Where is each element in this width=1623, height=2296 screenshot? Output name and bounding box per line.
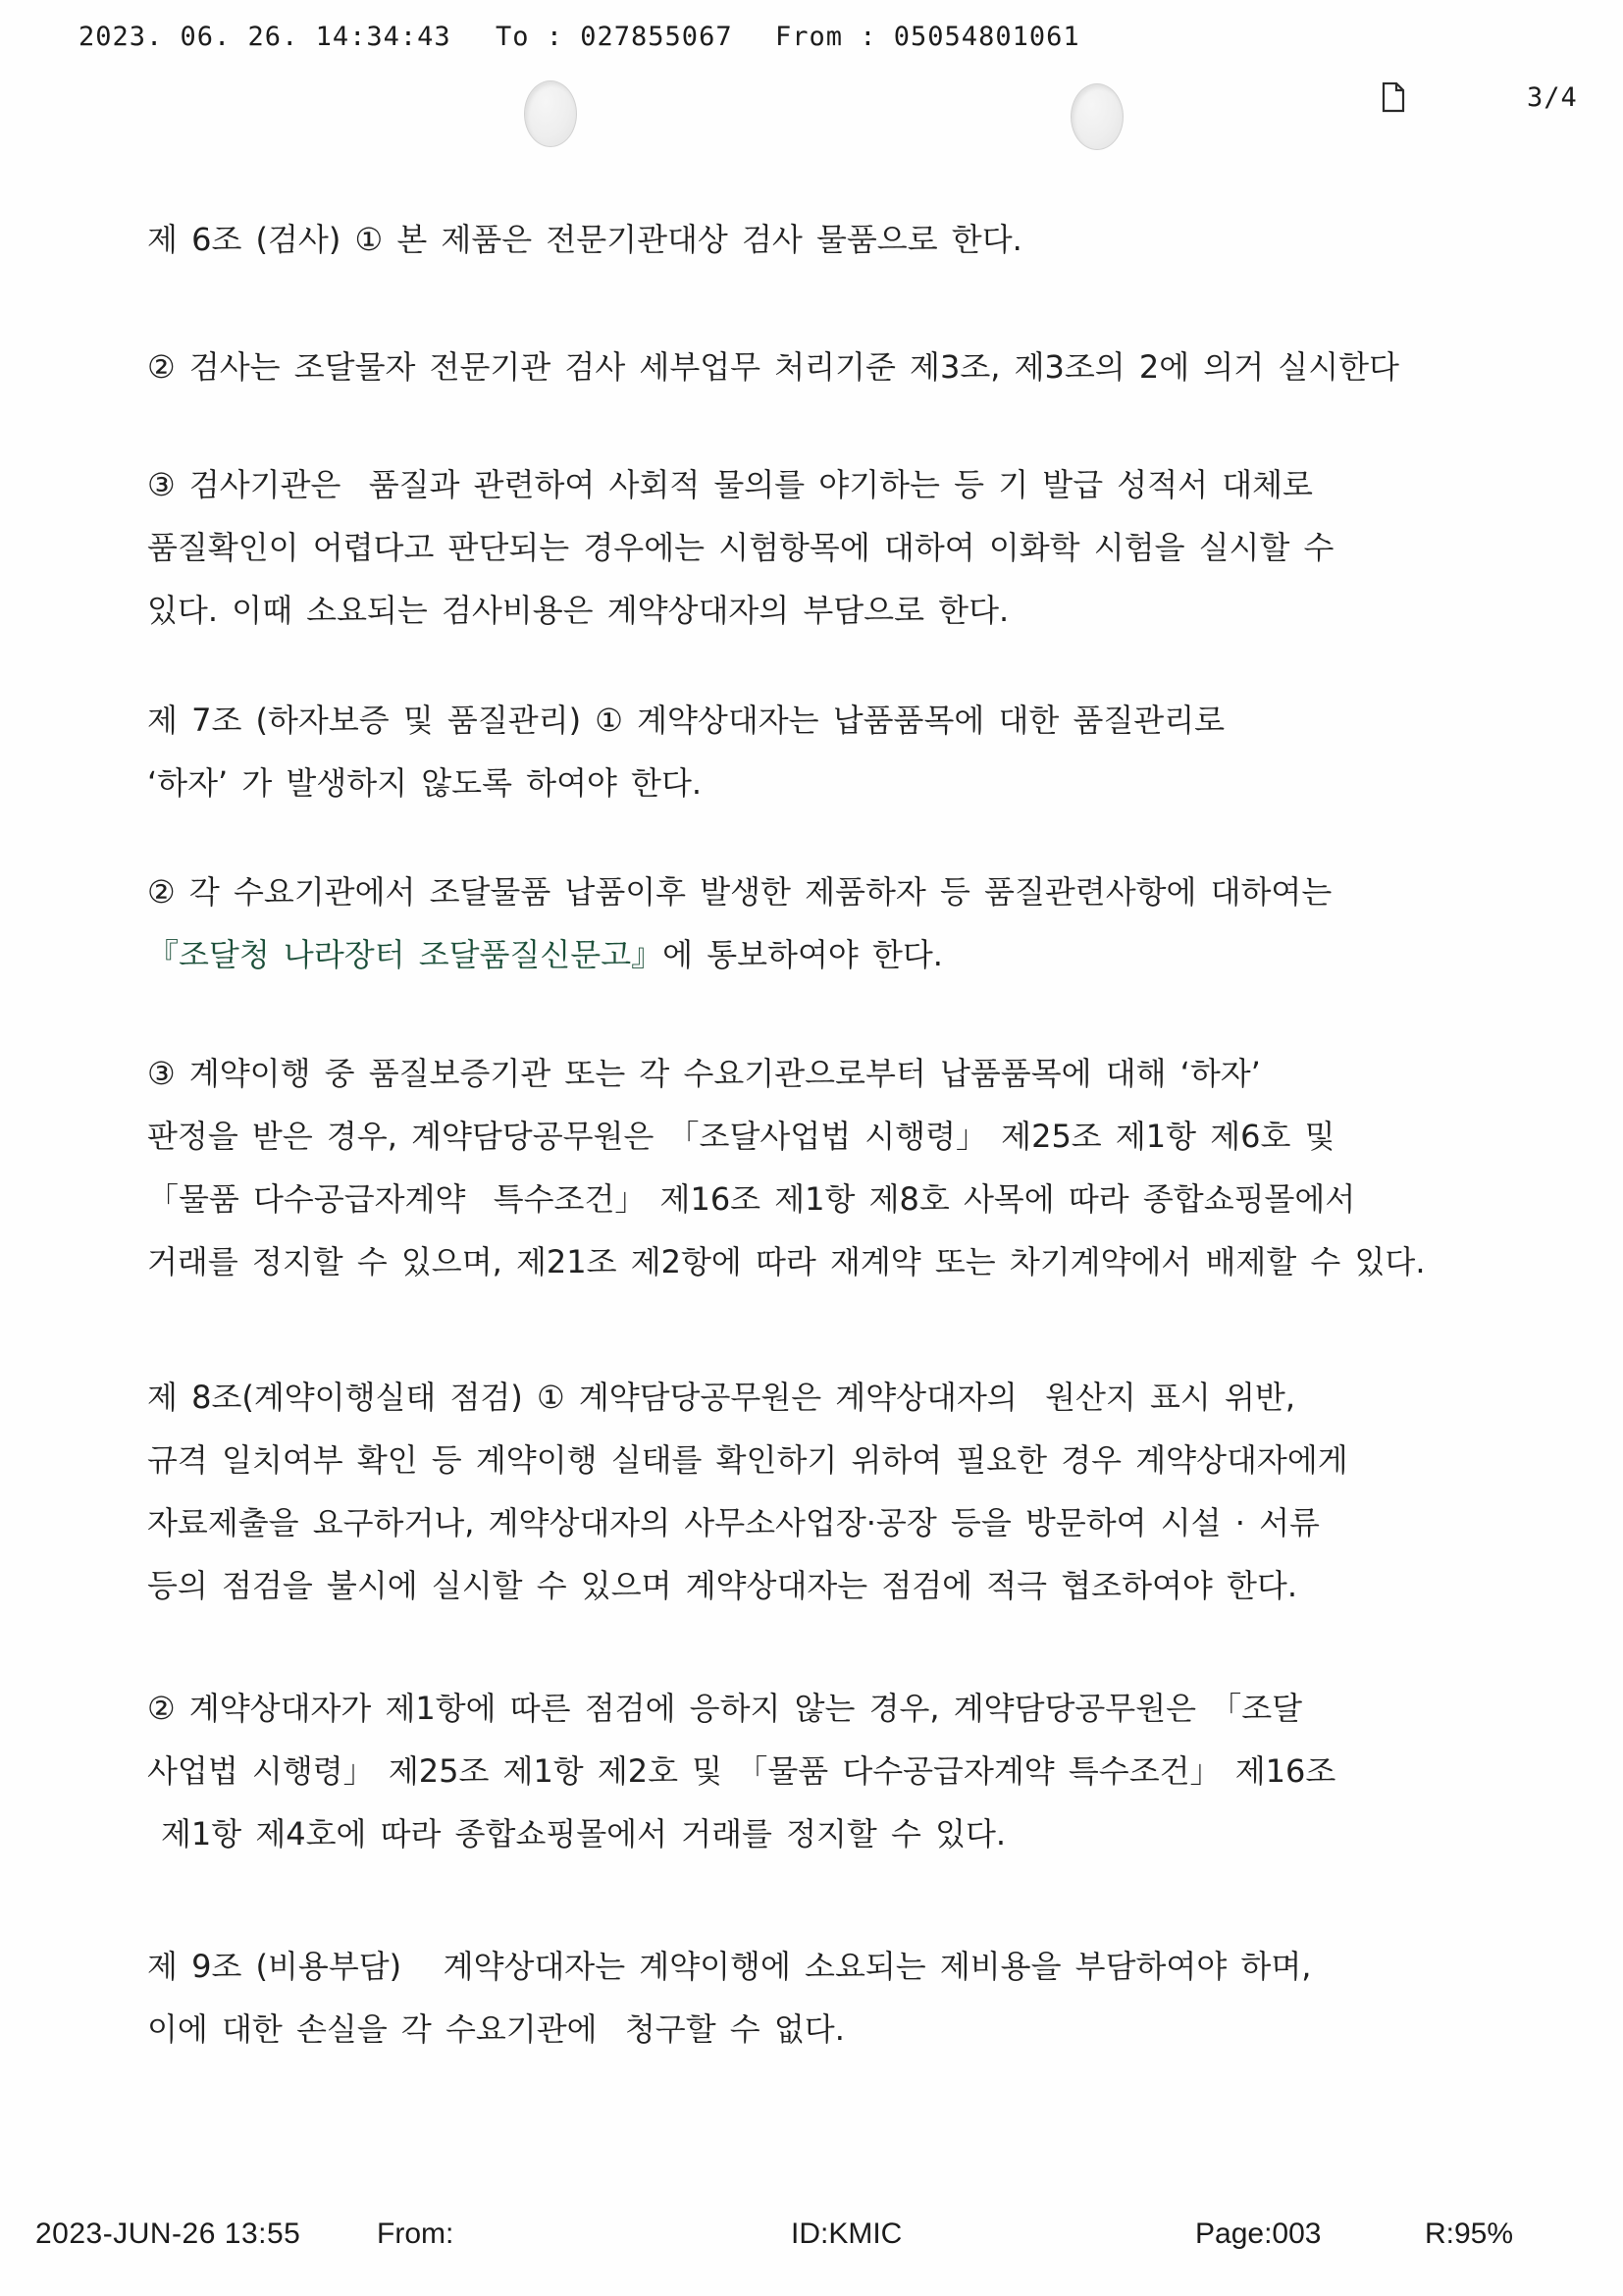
clause-line: 거래를 정지할 수 있으며, 제21조 제2항에 따라 재계약 또는 차기계약에서 배제할 수 있다. <box>147 1243 1426 1280</box>
clause-line: 규격 일치여부 확인 등 계약이행 실태를 확인하기 위하여 필요한 경우 계약상대자에게 <box>147 1441 1348 1479</box>
clause-line: ③ 계약이행 중 품질보증기관 또는 각 수요기관으로부터 납품품목에 대해 ‘하자’ <box>147 1055 1261 1092</box>
clause-line-quality-notice <box>147 923 1472 986</box>
clause-line: 제 9조 (비용부담) 계약상대자는 계약이행에 소요되는 제비용을 부담하여야 하며, <box>147 1948 1312 1985</box>
footer-page-number: Page:003 <box>1195 2218 1322 2250</box>
clause-line: 자료제출을 요구하거나, 계약상대자의 사무소사업장·공장 등을 방문하여 시설 · 서류 <box>147 1504 1320 1541</box>
punch-hole-right <box>1071 83 1124 150</box>
clause-line: 제 7조 (하자보증 및 품질관리) ① 계약상대자는 납품품목에 대한 품질관리로 <box>147 702 1226 739</box>
clause-line: 사업법 시행령」 제25조 제1항 제2호 및 「물품 다수공급자계약 특수조건」 제16조 <box>147 1752 1336 1790</box>
clause-article-6-item-3 <box>147 453 1472 642</box>
clause-line: ② 검사는 조달물자 전문기관 검사 세부업무 처리기준 제3조, 제3조의 2에 의거 실시한다 <box>147 348 1399 386</box>
page-icon <box>1382 22 1517 174</box>
clause-line: 있다. 이때 소요되는 검사비용은 계약상대자의 부담으로 한다. <box>147 592 1010 629</box>
fax-footer <box>0 2218 1623 2257</box>
clause-article-8-item-2 <box>147 1677 1472 1865</box>
header-to-number: To : 027855067 <box>496 22 733 52</box>
clause-line: 이에 대한 손실을 각 수요기관에 청구할 수 없다. <box>147 2010 845 2048</box>
footer-resolution: R:95% <box>1425 2218 1514 2250</box>
clause-line: 제 6조 (검사) ① 본 제품은 전문기관대상 검사 물품으로 한다. <box>147 221 1022 258</box>
clause-line: 제1항 제4호에 따라 종합쇼핑몰에서 거래를 정지할 수 있다. <box>161 1815 1007 1852</box>
clause-line: 「물품 다수공급자계약 특수조건」 제16조 제1항 제8호 사목에 따라 종합쇼핑몰에서 <box>147 1180 1356 1218</box>
clause-article-6-item-2 <box>147 336 1472 398</box>
clause-line: 판정을 받은 경우, 계약담당공무원은 「조달사업법 시행령」 제25조 제1항 제6호 및 <box>147 1118 1335 1155</box>
clause-article-8 <box>147 1366 1472 1617</box>
footer-terminal-id: ID:KMIC <box>791 2218 903 2250</box>
clause-article-7-item-2 <box>147 861 1472 986</box>
clause-article-9 <box>147 1935 1472 2061</box>
contract-text-body <box>147 208 1472 2117</box>
clause-line: ‘하자’ 가 발생하지 않도록 하여야 한다. <box>147 764 703 802</box>
fax-header <box>0 22 1623 113</box>
clause-line: ③ 검사기관은 품질과 관련하여 사회적 물의를 야기하는 등 기 발급 성적서 대체로 <box>147 466 1313 503</box>
clause-line: 제 8조(계약이행실태 점검) ① 계약담당공무원은 계약상대자의 원산지 표시 위반, <box>147 1379 1296 1416</box>
header-page-indicator: 3/4 <box>1527 82 1578 113</box>
footer-from-label: From: <box>377 2218 454 2250</box>
footer-datetime: 2023-JUN-26 13:55 <box>35 2218 301 2250</box>
header-datetime: 2023. 06. 26. 14:34:43 <box>79 22 451 52</box>
clause-article-7-item-3 <box>147 1042 1472 1293</box>
clause-line: 품질확인이 어렵다고 판단되는 경우에는 시험항목에 대하여 이화학 시험을 실시할 수 <box>147 529 1335 566</box>
clause-line: ② 계약상대자가 제1항에 따른 점검에 응하지 않는 경우, 계약담당공무원은 「조달 <box>147 1690 1303 1727</box>
quality-notice-rest: 에 통보하여야 한다. <box>662 936 943 973</box>
clause-article-7 <box>147 689 1472 814</box>
clause-line: ② 각 수요기관에서 조달물품 납품이후 발생한 제품하자 등 품질관련사항에 대하여는 <box>147 873 1333 911</box>
header-page-indicator-group <box>1382 22 1578 174</box>
clause-article-6 <box>147 208 1472 271</box>
clause-line: 등의 점검을 불시에 실시할 수 있으며 계약상대자는 점검에 적극 협조하여야 한다. <box>147 1567 1297 1604</box>
punch-hole-left <box>524 80 577 147</box>
quality-notice-name: 『조달청 나라장터 조달품질신문고』 <box>147 936 663 973</box>
header-from-number: From : 05054801061 <box>775 22 1080 52</box>
